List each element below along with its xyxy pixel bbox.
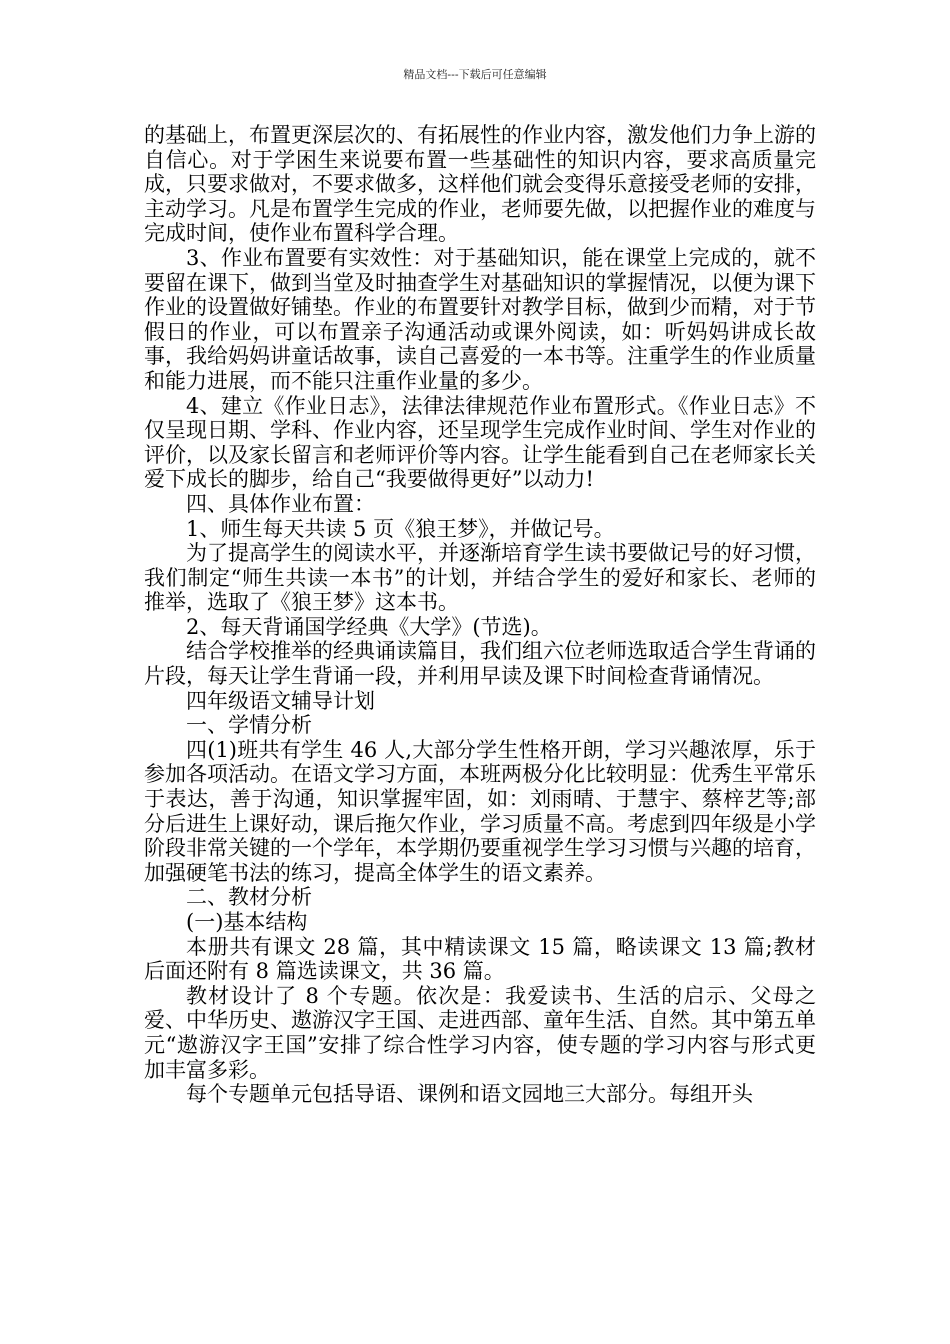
section-heading: 四、具体作业布置： [186, 491, 375, 516]
section-heading: 二、教材分析 [186, 885, 312, 910]
paragraph: 为了提高学生的阅读水平，并逐渐培育学生读书要做记号的好习惯，我们制定“师生共读一本书”的计划，并结合学生的爱好和家长、老师的推举，选取了《狼王梦》这本书。 [144, 541, 816, 615]
paragraph: 本册共有课文 28 篇，其中精读课文 15 篇，略读课文 13 篇;教材后面还附有 8 篇选读课文，共 36 篇。 [144, 934, 816, 984]
page-header: 精品文档---下载后可任意编辑 [403, 68, 547, 81]
paragraph: 2、每天背诵国学经典《大学》(节选)。 [186, 614, 552, 639]
document-title: 四年级语文辅导计划 [186, 688, 375, 713]
section-heading: 一、学情分析 [186, 713, 312, 738]
paragraph: 每个专题单元包括导语、课例和语文园地三大部分。每组开头 [186, 1082, 753, 1107]
paragraph: 3、作业布置要有实效性：对于基础知识，能在课堂上完成的，就不要留在课下，做到当堂及时抽查学生对基础知识的掌握情况，以便为课下作业的设置做好铺垫。作业的布置要针对教学目标，做到少而精，对于节假日的作业，可以布置亲子沟通活动或课外阅读，如：听妈妈讲成长故事，我给妈妈讲童话故事，读自己喜爱的一本书等。注重学生的作业质量和能力进展，而不能只注重作业量的多少。 [144, 245, 816, 393]
paragraph: 1、师生每天共读 5 页《狼王梦》，并做记号。 [186, 516, 615, 541]
subsection-heading: (一)基本结构 [186, 910, 308, 934]
document-body [144, 123, 816, 1107]
paragraph: 四(1)班共有学生 46 人,大部分学生性格开朗，学习兴趣浓厚，乐于参加各项活动。在语文学习方面，本班两极分化比较明显：优秀生平常乐于表达，善于沟通，知识掌握牢固，如：刘雨晴、于慧宇、蔡梓艺等;部分后进生上课好动，课后拖欠作业，学习质量不高。考虑到四年级是小学阶段非常关键的一个学年，本学期仍要重视学生学习习惯与兴趣的培育，加强硬笔书法的练习，提高全体学生的语文素养。 [144, 737, 816, 885]
paragraph: 4、建立《作业日志》，法律法律规范作业布置形式。《作业日志》不仅呈现日期、学科、作业内容，还呈现学生完成作业时间、学生对作业的评价，以及家长留言和老师评价等内容。让学生能看到自己在老师家长关爱下成长的脚步，给自己“我要做得更好”以动力! [144, 393, 816, 492]
paragraph: 的基础上，布置更深层次的、有拓展性的作业内容，激发他们力争上游的自信心。对于学困生来说要布置一些基础性的知识内容，要求高质量完成，只要求做对，不要求做多，这样他们就会变得乐意接受老师的安排，主动学习。凡是布置学生完成的作业，老师要先做，以把握作业的难度与完成时间，使作业布置科学合理。 [144, 123, 816, 246]
paragraph: 结合学校推举的经典诵读篇目，我们组六位老师选取适合学生背诵的片段，每天让学生背诵一段，并利用早读及课下时间检查背诵情况。 [144, 639, 816, 689]
paragraph: 教材设计了 8 个专题。依次是：我爱读书、生活的启示、父母之爱、中华历史、遨游汉字王国、走进西部、童年生活、自然。其中第五单元“遨游汉字王国”安排了综合性学习内容，使专题的学习内容与形式更加丰富多彩。 [144, 983, 816, 1082]
